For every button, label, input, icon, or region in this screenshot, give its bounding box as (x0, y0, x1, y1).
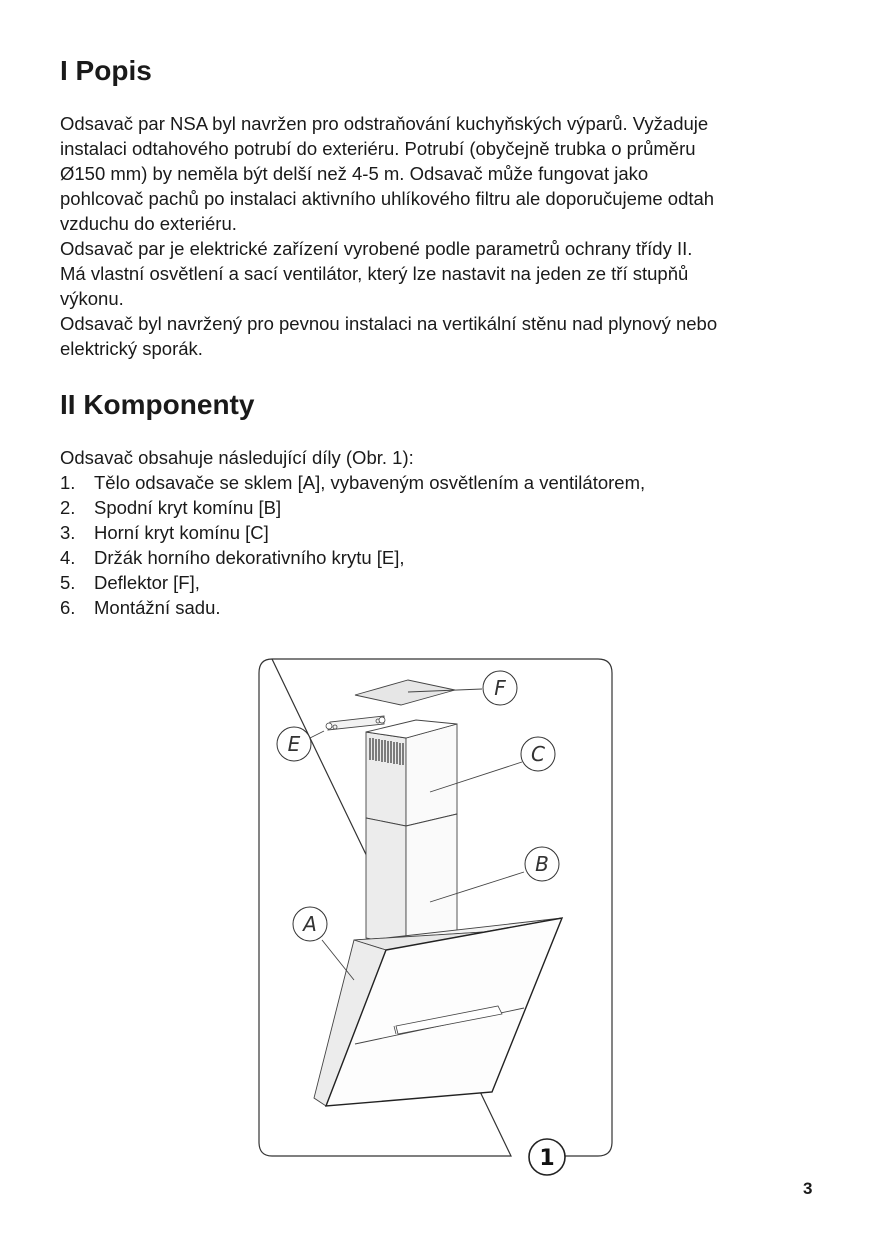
list-intro: Odsavač obsahuje následující díly (Obr. 1): (60, 447, 414, 468)
list-item-number: 6. (60, 597, 76, 618)
popis-paragraph (60, 111, 850, 361)
text-line: Má vlastní osvětlení a sací ventilátor, který lze nastavit na jeden ze tří stupňů (60, 263, 689, 284)
label-f: F (494, 676, 506, 700)
text-line: Odsavač par NSA byl navržen pro odstraňování kuchyňských výparů. Vyžaduje (60, 113, 709, 134)
list-item (60, 520, 850, 545)
list-item (60, 545, 850, 570)
text-line: instalaci odtahového potrubí do exteriéru. Potrubí (obyčejně trubka o průměru (60, 138, 696, 159)
section-heading-komponenty: II Komponenty (60, 389, 255, 420)
label-b-callout (525, 847, 559, 881)
list-item-text: Tělo odsavače se sklem [A], vybaveným osvětlením a ventilátorem, (94, 472, 646, 493)
label-a-callout (293, 907, 327, 941)
section-heading-popis: I Popis (60, 55, 152, 86)
list-item-number: 4. (60, 547, 76, 568)
page-number: 3 (803, 1179, 813, 1198)
deflector-part (355, 680, 482, 705)
list-item-text: Deflektor [F], (94, 572, 200, 593)
label-f-callout (483, 671, 517, 705)
hood-body-part (314, 918, 562, 1106)
list-item-number: 3. (60, 522, 76, 543)
label-a: A (303, 912, 317, 936)
list-item (60, 595, 850, 620)
text-line: Ø150 mm) by neměla být delší než 4-5 m. Odsavač může fungovat jako (60, 163, 649, 184)
label-c-callout (521, 737, 555, 771)
hood-components-figure (258, 658, 614, 1171)
label-c: C (531, 742, 545, 766)
list-item-number: 2. (60, 497, 76, 518)
list-item-text: Spodní kryt komínu [B] (94, 497, 282, 518)
list-item-number: 5. (60, 572, 76, 593)
label-e: E (287, 732, 301, 756)
upper-chimney-part (366, 720, 522, 826)
list-item (60, 570, 850, 595)
text-line: Odsavač byl navržený pro pevnou instalaci na vertikální stěnu nad plynový nebo (60, 313, 718, 334)
list-item-text: Držák horního dekorativního krytu [E], (94, 547, 405, 568)
list-item-text: Montážní sadu. (94, 597, 221, 618)
text-line: výkonu. (60, 288, 124, 309)
label-e-callout (277, 727, 311, 761)
list-item-text: Horní kryt komínu [C] (94, 522, 269, 543)
label-b: B (535, 852, 549, 876)
text-line: pohlcovač pachů po instalaci aktivního uhlíkového filtru ale doporučujeme odtah (60, 188, 715, 209)
list-item-number: 1. (60, 472, 76, 493)
figure-number-badge (529, 1139, 565, 1175)
list-item (60, 495, 850, 520)
text-line: Odsavač par je elektrické zařízení vyrobené podle parametrů ochrany třídy II. (60, 238, 693, 259)
figure-number: 1 (539, 1146, 555, 1171)
text-line: vzduchu do exteriéru. (60, 213, 237, 234)
komponenty-list (60, 445, 850, 620)
list-item (60, 470, 850, 495)
text-line: elektrický sporák. (60, 338, 203, 359)
